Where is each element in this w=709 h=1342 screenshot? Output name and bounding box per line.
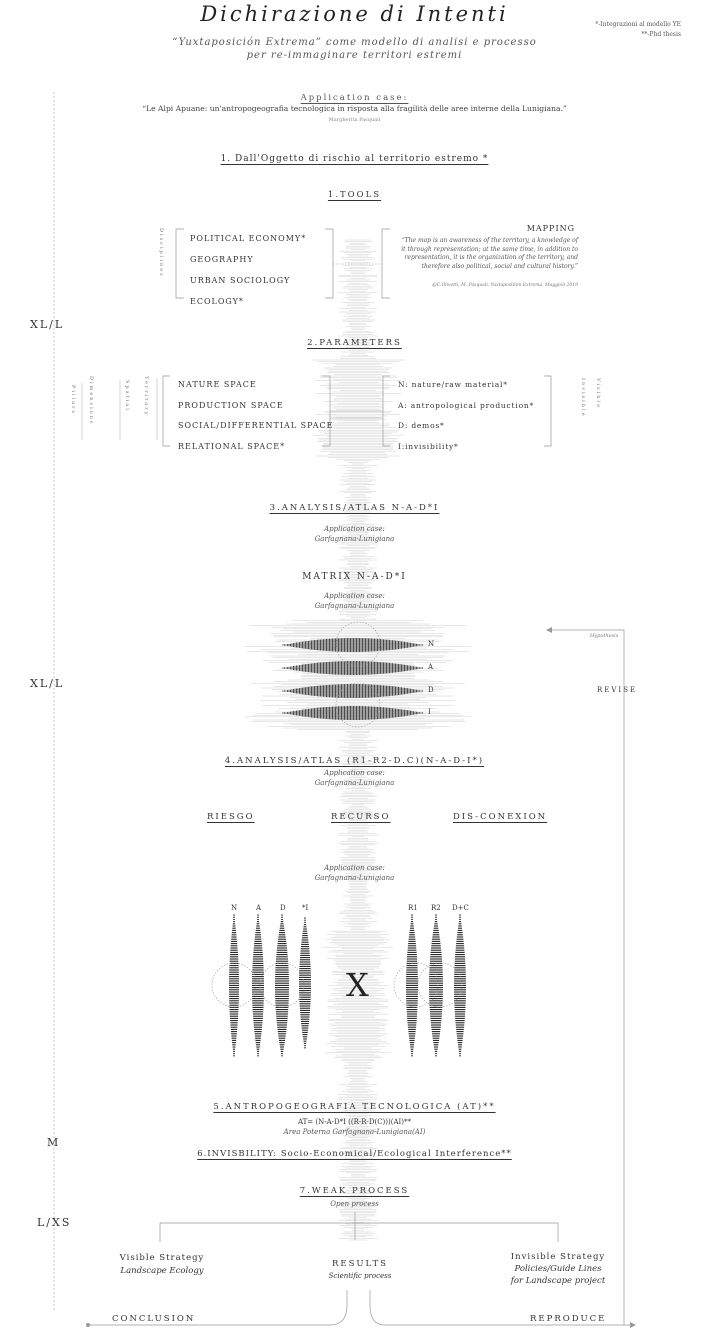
- param-right-item: D: demos*: [398, 421, 445, 430]
- spindle-label-n: N: [231, 904, 238, 912]
- param-vertical-dimensions: Dimensions: [88, 376, 94, 426]
- matrix-row-label-a: A: [428, 663, 434, 671]
- params-right-close-bracket: [544, 376, 551, 446]
- conclusion-label: CONCLUSION: [112, 1314, 196, 1324]
- analysis1-app-place: Garfagnana-Lunigiana: [314, 535, 395, 543]
- param-right-item: I:invisibility*: [398, 441, 459, 451]
- spindle: [429, 915, 443, 1056]
- matrix-row-label-n: N: [428, 640, 435, 648]
- spindle: [229, 915, 239, 1056]
- matrix-app-place: Garfagnana-Lunigiana: [314, 602, 395, 610]
- matrix-app-label: Application case:: [324, 592, 385, 600]
- analysis2-app-label: Application case:: [324, 769, 385, 777]
- spindle: [406, 915, 418, 1056]
- scale-label-4: L/XS: [37, 1216, 72, 1229]
- parameters-right-list: [398, 375, 534, 457]
- mapping-quote: “The map is an awareness of the territory, a knowledge of it through representation; at the same time, in addition to representation, it is the organization of the territory, and therefore also political, social and cultural history.”: [401, 237, 578, 270]
- scale-label-1: XL/L: [30, 318, 65, 331]
- spindle: [299, 918, 311, 1048]
- result-visible-strategy: Visible Strategy: [119, 1253, 205, 1263]
- spindle-label-dc: D+C: [452, 904, 469, 912]
- param-vertical-visible: Visible: [595, 378, 601, 410]
- param-left-item: NATURE SPACE: [178, 380, 257, 389]
- mapping-cite: @C.Olivetti, M. Pasquali, Yuxtaposition Extrema, Maggioli 2019: [432, 283, 578, 288]
- param-vertical-pillars: Pillars: [70, 385, 76, 416]
- section6-heading: 6.INVISBILITY: Socio-Economical/Ecological Interference**: [197, 1149, 512, 1159]
- conclusion-dot: [86, 1323, 90, 1327]
- subtitle-line1: “Yuxtaposición Extrema” come modello di analisi e processo: [172, 37, 537, 48]
- notes: [595, 20, 681, 40]
- parameters-left-list: [178, 375, 333, 457]
- scale-label-2: XL/L: [30, 677, 65, 690]
- matrix-row-label-i: I: [428, 708, 431, 716]
- note-integrations: *-Integrazioni al modello YE: [595, 21, 681, 28]
- hypothesis-label: Hypothesis: [590, 633, 619, 639]
- application-author: Margherita Pasquali: [328, 117, 381, 123]
- analysis2-app-place: Garfagnana-Lunigiana: [314, 779, 395, 787]
- result-policies: Policies/Guide Lines: [514, 1264, 602, 1274]
- cross-symbol: X: [346, 966, 369, 1004]
- subtitle-line2: per re-immaginare territori estremi: [246, 50, 463, 61]
- revise-arrowhead: [546, 627, 552, 633]
- result-invisible-strategy: Invisible Strategy: [510, 1252, 606, 1262]
- tool-item: GEOGRAPHY: [190, 255, 254, 264]
- tools-vertical-label: Disciplines: [158, 228, 164, 278]
- page-title: Dichirazione di Intenti: [200, 2, 509, 26]
- spindle-label-r1: R1: [408, 904, 418, 912]
- spindle-label-i: *I: [302, 904, 309, 912]
- analysis1-heading: 3.ANALYSIS/ATLAS N-A-D*I: [269, 503, 440, 513]
- result-landscape-ecology: Landscape Ecology: [120, 1266, 204, 1276]
- param-vertical-spatial: Spatial: [124, 380, 130, 412]
- tool-item: URBAN SOCIOLOGY: [190, 276, 291, 285]
- matrix-bars: [283, 638, 423, 720]
- param-left-item: PRODUCTION SPACE: [178, 400, 284, 410]
- analysis2-heading: 4.ANALYSIS/ATLAS (R1-R2-D.C)(N-A-D-I*): [224, 756, 485, 766]
- param-right-item: N: nature/raw material*: [398, 380, 508, 389]
- revise-loop-line: [552, 630, 624, 1325]
- param-left-item: RELATIONAL SPACE*: [178, 441, 286, 451]
- matrix-row-label-d: D: [428, 686, 434, 694]
- scale-label-3: M: [47, 1136, 59, 1149]
- matrix-bar-row: [283, 661, 423, 675]
- application-heading: Application case:: [300, 93, 409, 103]
- parameters-heading: 2.PARAMETERS: [307, 338, 402, 348]
- mapping-bracket: [382, 229, 390, 298]
- section7-heading: 7.WEAK PROCESS: [299, 1186, 410, 1196]
- result-landscape-project: for Landscape project: [510, 1276, 606, 1286]
- analysis2-app-place2: Garfagnana-Lunigiana: [314, 874, 395, 882]
- tool-item: POLITICAL ECONOMY*: [190, 234, 307, 243]
- category-recurso: RECURSO: [331, 812, 391, 822]
- section5-area: Area Poterna Garfagnana-Lunigiana(AI): [283, 1128, 426, 1136]
- spindle: [454, 915, 466, 1056]
- tools-list: [190, 228, 306, 312]
- tool-item: ECOLOGY*: [190, 297, 244, 306]
- spindle: [275, 915, 289, 1056]
- spindle-label-r2: R2: [431, 904, 441, 912]
- tools-left-bracket: [176, 229, 184, 298]
- spindle: [252, 915, 264, 1056]
- section5-formula: AT= (N-A-D*I ((R-R-D(C)))(AI)**: [297, 1118, 412, 1126]
- section1-heading: 1. Dall'Oggetto di rischio al territorio estremo *: [220, 154, 489, 164]
- spindle-label-d: D: [280, 904, 286, 912]
- revise-label: REVISE: [597, 686, 638, 694]
- matrix-heading: MATRIX N-A-D*I: [302, 572, 407, 582]
- spindle-label-a: A: [256, 904, 262, 912]
- application-quote: “Le Alpi Apuane: un'antropogeografia tecnologica in risposta alla fragilità delle aree interne della Lunigiana.”: [142, 104, 567, 113]
- analysis1-app-label: Application case:: [324, 525, 385, 533]
- result-results: RESULTS: [331, 1259, 389, 1269]
- mapping-title: MAPPING: [526, 224, 575, 233]
- category-disconexion: DIS-CONEXION: [453, 812, 548, 822]
- reproduce-arrowhead: [630, 1322, 636, 1328]
- category-riesgo: RIESGO: [207, 812, 255, 822]
- param-left-item: SOCIAL/DIFFERENTIAL SPACE: [178, 421, 334, 430]
- params-left-bracket: [163, 376, 170, 446]
- section7-sub: Open process: [330, 1200, 379, 1208]
- tools-right-bracket: [325, 229, 333, 298]
- matrix-bar-row: [283, 706, 423, 720]
- analysis2-app-label2: Application case:: [324, 864, 385, 872]
- section5-heading: 5.ANTROPOGEOGRAFIA TECNOLOGICA (AT)**: [213, 1102, 496, 1112]
- param-vertical-territory: Territory: [143, 376, 149, 417]
- result-scientific-process: Scientific process: [328, 1272, 392, 1280]
- note-phd: **-Phd thesis: [641, 31, 681, 38]
- param-vertical-invisible: Invisible: [580, 378, 586, 418]
- param-right-item: A: antropological production*: [398, 400, 535, 410]
- reproduce-label: REPRODUCE: [530, 1314, 607, 1324]
- tools-heading: 1.TOOLS: [327, 190, 382, 200]
